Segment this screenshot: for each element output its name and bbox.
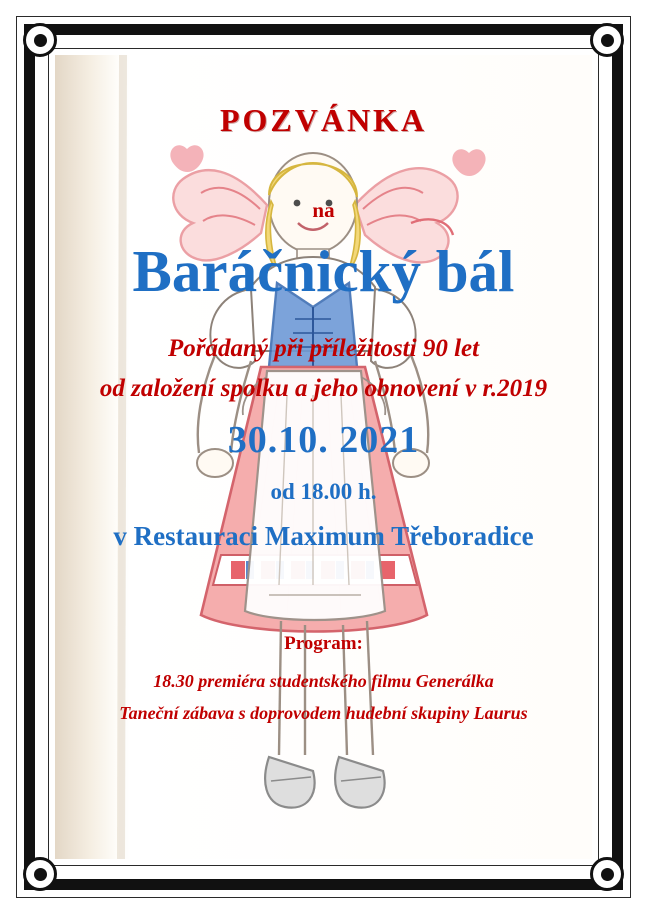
poster-preposition: na: [312, 198, 335, 222]
poster-heading: POZVÁNKA: [219, 102, 428, 138]
poster-date: 30.10. 2021: [227, 419, 420, 461]
corner-medallion-bottom-right: [590, 857, 624, 891]
poster-subtitle-line-1: Pořádaný při příležitosti 90 let: [167, 335, 480, 362]
poster-time: od 18.00 h.: [270, 479, 377, 504]
program-item-2: Taneční zábava s doprovodem hudební skupiny Laurus: [119, 703, 528, 723]
corner-medallion-top-right: [590, 23, 624, 57]
corner-medallion-top-left: [23, 23, 57, 57]
poster-title: Baráčnický bál: [132, 238, 515, 304]
corner-medallion-bottom-left: [23, 857, 57, 891]
poster-subtitle-line-2: od založení spolku a jeho obnovení v r.2019: [99, 375, 548, 402]
program-label: Program:: [284, 633, 363, 654]
poster-text-content: [55, 55, 592, 859]
poster-venue: v Restauraci Maximum Třeboradice: [113, 521, 534, 551]
program-item-1: 18.30 premiéra studentského filmu Generálka: [153, 671, 494, 691]
